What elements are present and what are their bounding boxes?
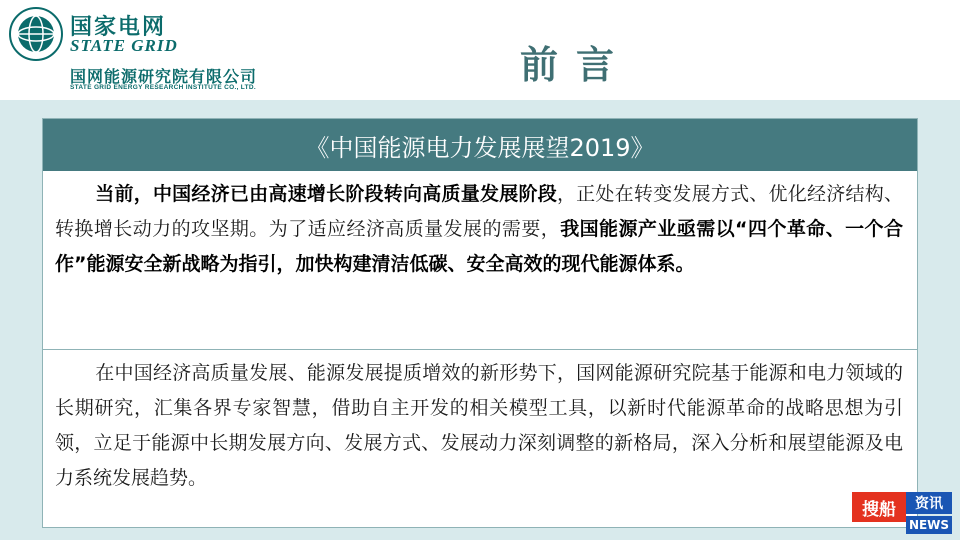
- watermark-search: 搜船: [852, 492, 906, 522]
- brand-name-en: STATE GRID: [70, 36, 178, 55]
- paragraph-1: [43, 171, 917, 339]
- watermark-news: NEWS: [906, 516, 952, 534]
- watermark-zixun: 资讯: [906, 492, 952, 514]
- content-panel: [42, 118, 918, 528]
- institute-name-en: STATE GRID ENERGY RESEARCH INSTITUTE CO., LTD.: [70, 84, 256, 91]
- paragraph-2-text: 在中国经济高质量发展、能源发展提质增效的新形势下，国网能源研究院基于能源和电力领域的长期研究，汇集各界专家智慧，借助自主开发的相关模型工具，以新时代能源革命的战略思想为引领，立足于能源中长期发展方向、发展方式、发展动力深刻调整的新格局，深入分析和展望能源及电力系统发展趋势。: [55, 362, 903, 489]
- header: [0, 0, 960, 100]
- watermark-badge: [852, 492, 952, 534]
- paragraph-1-bold-a: 当前，中国经济已由高速增长阶段转向高质量发展阶段: [95, 183, 557, 205]
- paragraph-1-text: ，正处在转变发展方式、优化经济结构、转换增长动力的攻坚期。为了适应经济高质量发展的需要，: [55, 183, 903, 240]
- page-title: 前言: [520, 42, 633, 87]
- brand-name-cn: 国家电网: [70, 15, 167, 40]
- paragraph-2: [43, 350, 917, 496]
- state-grid-logo-icon: [8, 6, 64, 62]
- paragraph-1-bold-b: 我国能源产业亟需以“四个革命、一个合作”能源安全新战略为指引，加快构建清洁低碳、安全高效的现代能源体系。: [55, 218, 903, 275]
- institute-name-cn: 国网能源研究院有限公司: [70, 67, 258, 86]
- panel-title: 《中国能源电力发展展望2019》: [43, 119, 917, 171]
